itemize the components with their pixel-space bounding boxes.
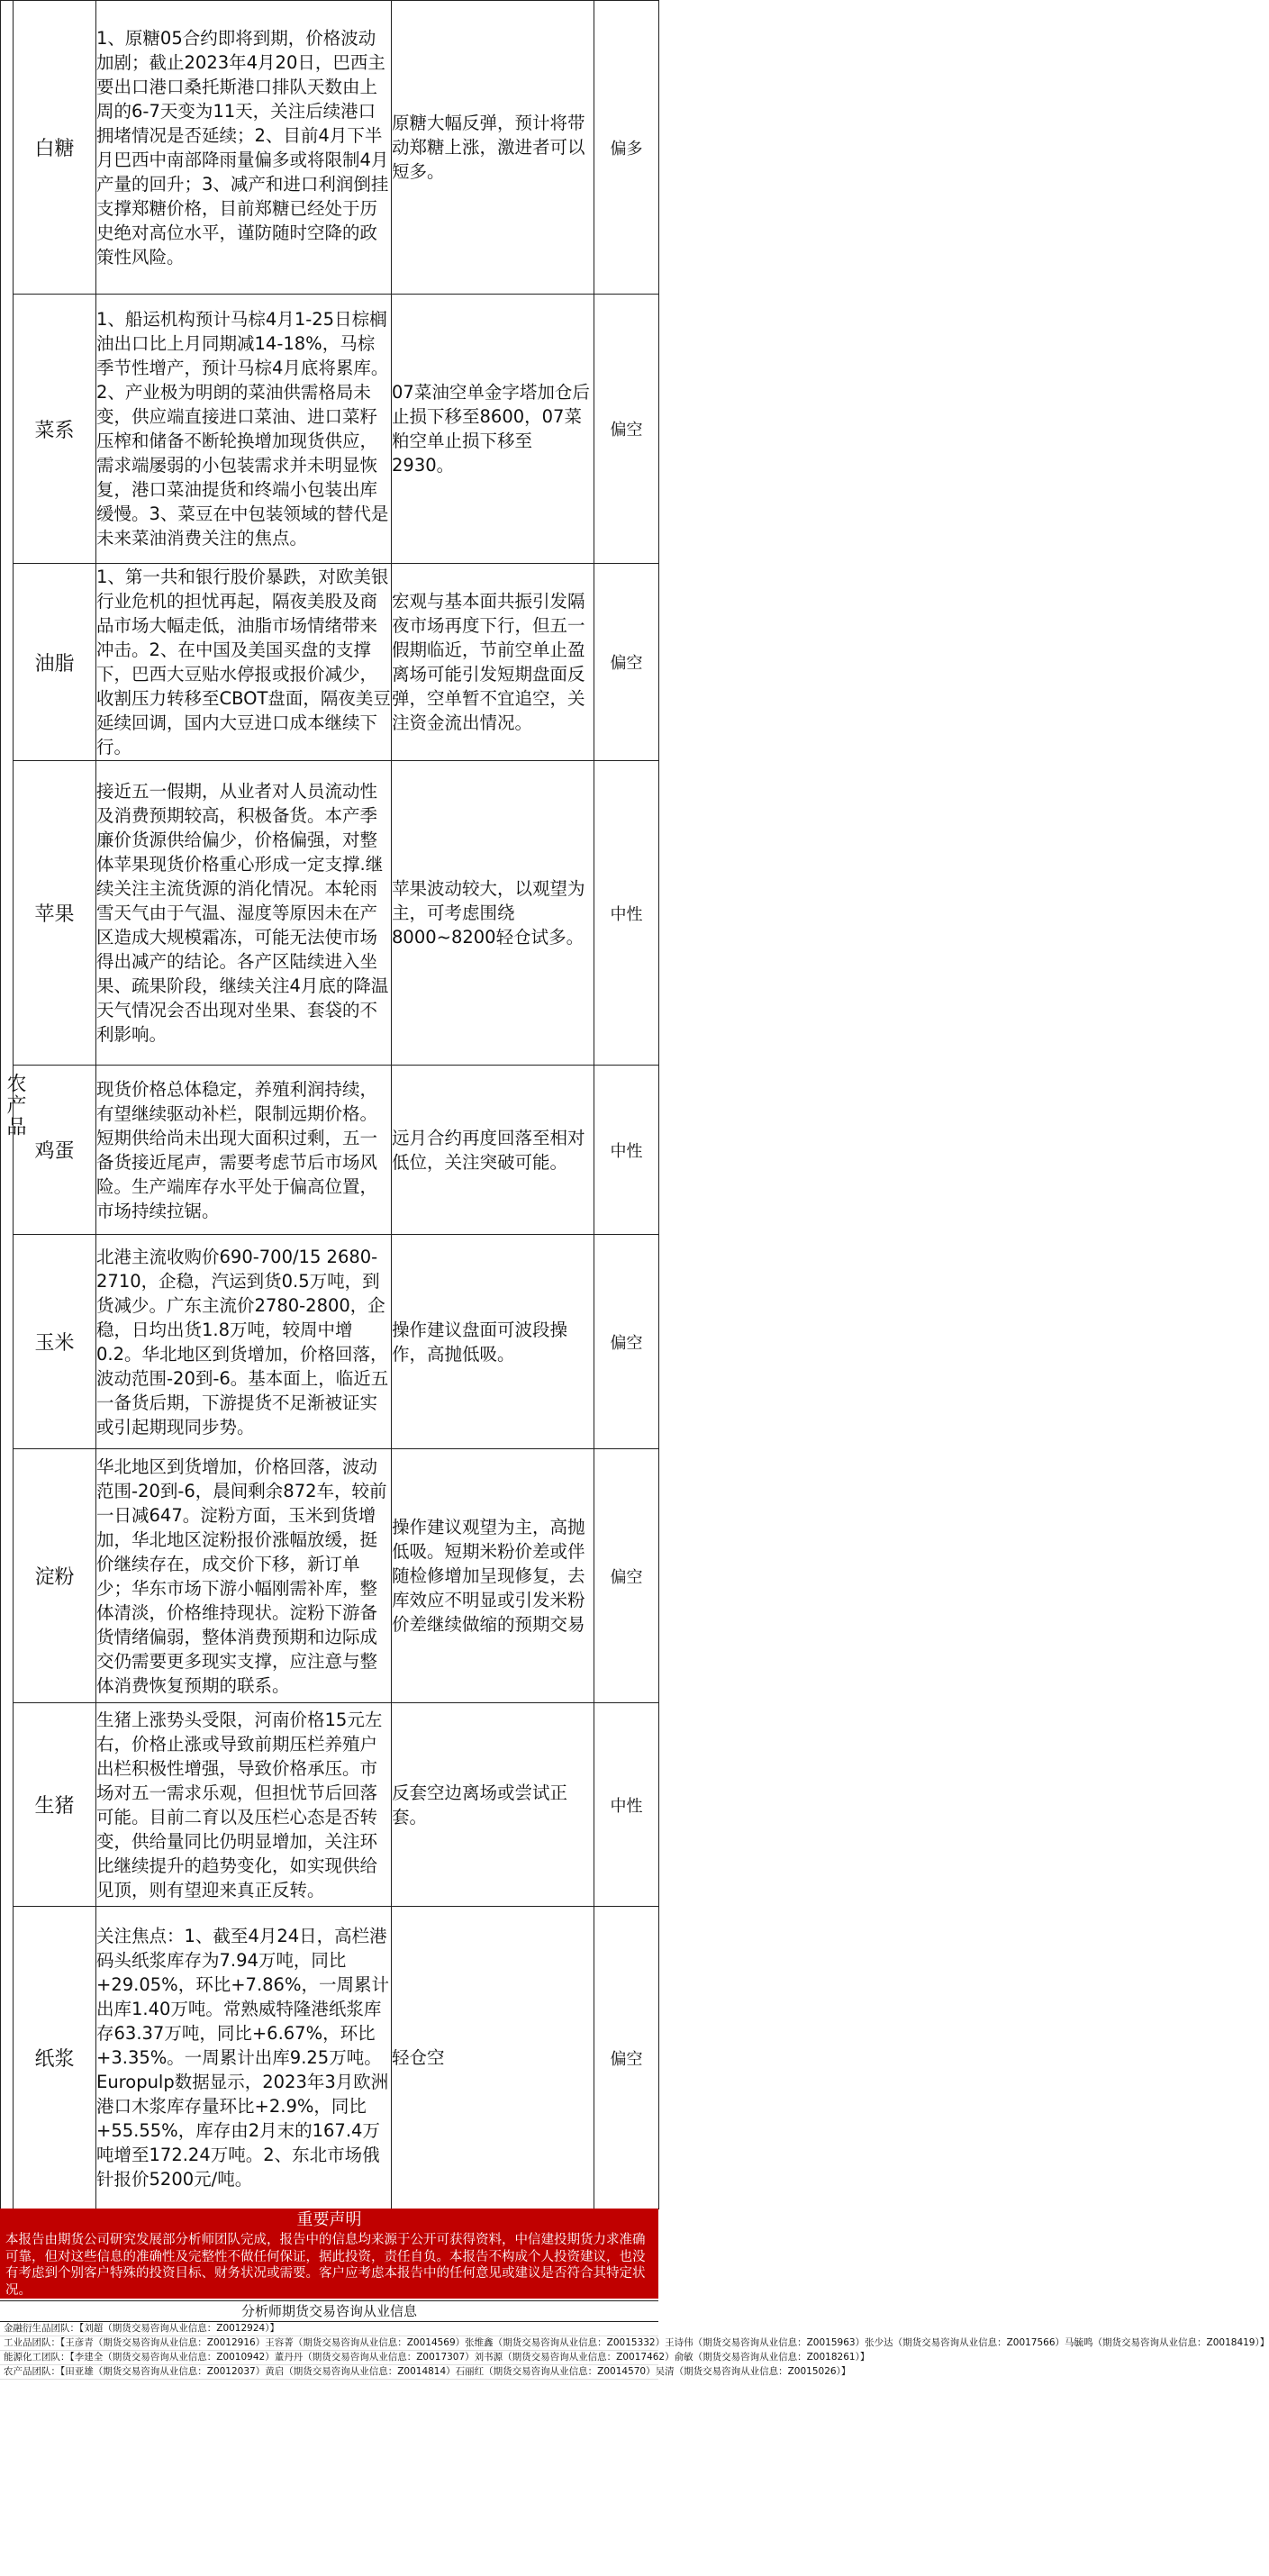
strategy: 07菜油空单金字塔加仓后止损下移至8600，07菜粕空单止损下移至2930。 (392, 295, 594, 564)
direction: 偏空 (594, 1907, 659, 2209)
team-line: 工业品团队：【王彦青（期货交易咨询从业信息：Z0012916）王容菁（期货交易咨询从业信息：Z0014569）张维鑫（期货交易咨询从业信息：Z0015332）王诗伟（期货交易咨询从业信息：Z0015963）张少达（期货交易咨询从业信息：Z0017566）马毓鸣（期货交易咨询从业信息：Z0018419）】 (0, 2336, 658, 2351)
direction: 中性 (594, 1703, 659, 1907)
market-logic: 关注焦点：1、截至4月24日，高栏港码头纸浆库存为7.94万吨，同比+29.05%，环比+7.86%，一周累计出库1.40万吨。常熟威特隆港纸浆库存63.37万吨，同比+6.67%，环比+3.35%。一周累计出库9.25万吨。Europulp数据显示，2023年3月欧洲港口木浆库存量环比+2.9%，同比+55.55%，库存由2月末的167.4万吨增至172.24万吨。2、东北市场俄针报价5200元/吨。 (96, 1907, 392, 2209)
market-logic: 1、原糖05合约即将到期，价格波动加剧；截止2023年4月20日，巴西主要出口港口桑托斯港口排队天数由上周的6-7天变为11天，关注后续港口拥堵情况是否延续；2、目前4月下半月巴西中南部降雨量偏多或将限制4月产量的回升；3、减产和进口利润倒挂支撑郑糖价格，目前郑糖已经处于历史绝对高位水平，谨防随时空降的政策性风险。 (96, 1, 392, 295)
commodity-name: 纸浆 (14, 1907, 96, 2209)
strategy: 宏观与基本面共振引发隔夜市场再度下行，但五一假期临近，节前空单止盈离场可能引发短期盘面反弹，空单暂不宜追空，关注资金流出情况。 (392, 564, 594, 761)
team-list (0, 2322, 1269, 2380)
strategy: 原糖大幅反弹，预计将带动郑糖上涨，激进者可以短多。 (392, 1, 594, 295)
table-row (1, 1066, 659, 1235)
commodity-name: 玉米 (14, 1235, 96, 1449)
market-logic: 华北地区到货增加，价格回落，波动范围-20到-6，晨间剩余872车，较前一日减647。淀粉方面，玉米到货增加，华北地区淀粉报价涨幅放缓，挺价继续存在，成交价下移，新订单少；华东市场下游小幅刚需补库，整体清淡，价格维持现状。淀粉下游备货情绪偏弱，整体消费预期和边际成交仍需要更多现实支撑，应注意与整体消费恢复预期的联系。 (96, 1449, 392, 1703)
commodity-name: 生猪 (14, 1703, 96, 1907)
direction: 偏空 (594, 1235, 659, 1449)
direction: 中性 (594, 761, 659, 1066)
market-logic: 生猪上涨势头受限，河南价格15元左右，价格止涨或导致前期压栏养殖户出栏积极性增强，导致价格承压。市场对五一需求乐观，但担忧节后回落可能。目前二育以及压栏心态是否转变，供给量同比仍明显增加，关注环比继续提升的趋势变化，如实现供给见顶，则有望迎来真正反转。 (96, 1703, 392, 1907)
direction: 偏空 (594, 1449, 659, 1703)
category-cell (1, 1, 26, 2209)
market-logic: 北港主流收购价690-700/15 2680-2710，企稳，汽运到货0.5万吨，到货减少。广东主流价2780-2800，企稳，日均出货1.8万吨，较周中增0.2。华北地区到货增加，价格回落，波动范围-20到-6。基本面上，临近五一备货后期，下游提货不足渐被证实或引起期现同步势。 (96, 1235, 392, 1449)
commodity-name: 菜系 (14, 295, 96, 564)
strategy: 操作建议观望为主，高抛低吸。短期米粉价差或伴随检修增加呈现修复，去库效应不明显或引发米粉价差继续做缩的预期交易 (392, 1449, 594, 1703)
table-row (1, 295, 659, 564)
commodity-name: 淀粉 (14, 1449, 96, 1703)
market-logic: 接近五一假期，从业者对人员流动性及消费预期较高，积极备货。本产季廉价货源供给偏少，价格偏强，对整体苹果现货价格重心形成一定支撑.继续关注主流货源的消化情况。本轮雨雪天气由于气温、湿度等原因未在产区造成大规模霜冻，可能无法使市场得出减产的结论。各产区陆续进入坐果、疏果阶段，继续关注4月底的降温天气情况会否出现对坐果、套袋的不利影响。 (96, 761, 392, 1066)
direction: 中性 (594, 1066, 659, 1235)
table-row (1, 564, 659, 761)
commodity-name: 油脂 (14, 564, 96, 761)
direction: 偏多 (594, 1, 659, 295)
market-logic: 现货价格总体稳定，养殖利润持续，有望继续驱动补栏，限制远期价格。短期供给尚未出现大面积过剩，五一备货接近尾声，需要考虑节后市场风险。生产端库存水平处于偏高位置，市场持续拉锯。 (96, 1066, 392, 1235)
strategy: 远月合约再度回落至相对低位，关注突破可能。 (392, 1066, 594, 1235)
table-row (1, 1907, 659, 2209)
table-row (1, 1, 659, 295)
strategy: 操作建议盘面可波段操作，高抛低吸。 (392, 1235, 594, 1449)
disclaimer-text: 本报告由期货公司研究发展部分析师团队完成，报告中的信息均来源于公开可获得资料，中信建投期货力求准确可靠，但对这些信息的准确性及完整性不做任何保证，据此投资，责任自负。本报告不构成个人投资建议，也没有考虑到个别客户特殊的投资目标、财务状况或需要。客户应考虑本报告中的任何意见或建议是否符合其特定状况。 (0, 2232, 658, 2299)
market-logic: 1、船运机构预计马棕4月1-25日棕榈油出口比上月同期减14-18%，马棕季节性增产，预计马棕4月底将累库。2、产业极为明朗的菜油供需格局未变，供应端直接进口菜油、进口菜籽压榨和储备不断轮换增加现货供应，需求端屡弱的小包装需求并未明显恢复，港口菜油提货和终端小包装出库缓慢。3、菜豆在中包装领域的替代是未来菜油消费关注的焦点。 (96, 295, 392, 564)
team-title: 分析师期货交易咨询从业信息 (0, 2300, 658, 2322)
commodity-table (0, 0, 659, 2209)
team-line: 农产品团队：【田亚雄（期货交易咨询从业信息：Z0012037）黄启（期货交易咨询从业信息：Z0014814）石丽红（期货交易咨询从业信息：Z0014570）吴清（期货交易咨询从业信息：Z0015026）】 (0, 2365, 658, 2380)
category-label: 农产品 (4, 1072, 26, 1138)
strategy: 反套空边离场或尝试正套。 (392, 1703, 594, 1907)
team-line: 金融衍生品团队：【刘超（期货交易咨询从业信息：Z0012924）】 (0, 2322, 658, 2336)
table-row (1, 1449, 659, 1703)
direction: 偏空 (594, 295, 659, 564)
table-row (1, 761, 659, 1066)
commodity-name: 鸡蛋 (14, 1066, 96, 1235)
strategy: 苹果波动较大，以观望为主，可考虑围绕8000~8200轻仓试多。 (392, 761, 594, 1066)
table-row (1, 1703, 659, 1907)
direction: 偏空 (594, 564, 659, 761)
commodity-name: 白糖 (14, 1, 96, 295)
strategy: 轻仓空 (392, 1907, 594, 2209)
team-line: 能源化工团队：【李建全（期货交易咨询从业信息：Z0010942）董丹丹（期货交易咨询从业信息：Z0017307）刘书源（期货交易咨询从业信息：Z0017462）俞敏（期货交易咨询从业信息：Z0018261）】 (0, 2351, 658, 2365)
table-row (1, 1235, 659, 1449)
market-logic: 1、第一共和银行股价暴跌，对欧美银行业危机的担忧再起，隔夜美股及商品市场大幅走低，油脂市场情绪带来冲击。2、在中国及美国买盘的支撑下，巴西大豆贴水停报或报价减少，收割压力转移至CBOT盘面，隔夜美豆延续回调，国内大豆进口成本继续下行。 (96, 564, 392, 761)
disclaimer-title: 重要声明 (0, 2209, 658, 2232)
commodity-name: 苹果 (14, 761, 96, 1066)
